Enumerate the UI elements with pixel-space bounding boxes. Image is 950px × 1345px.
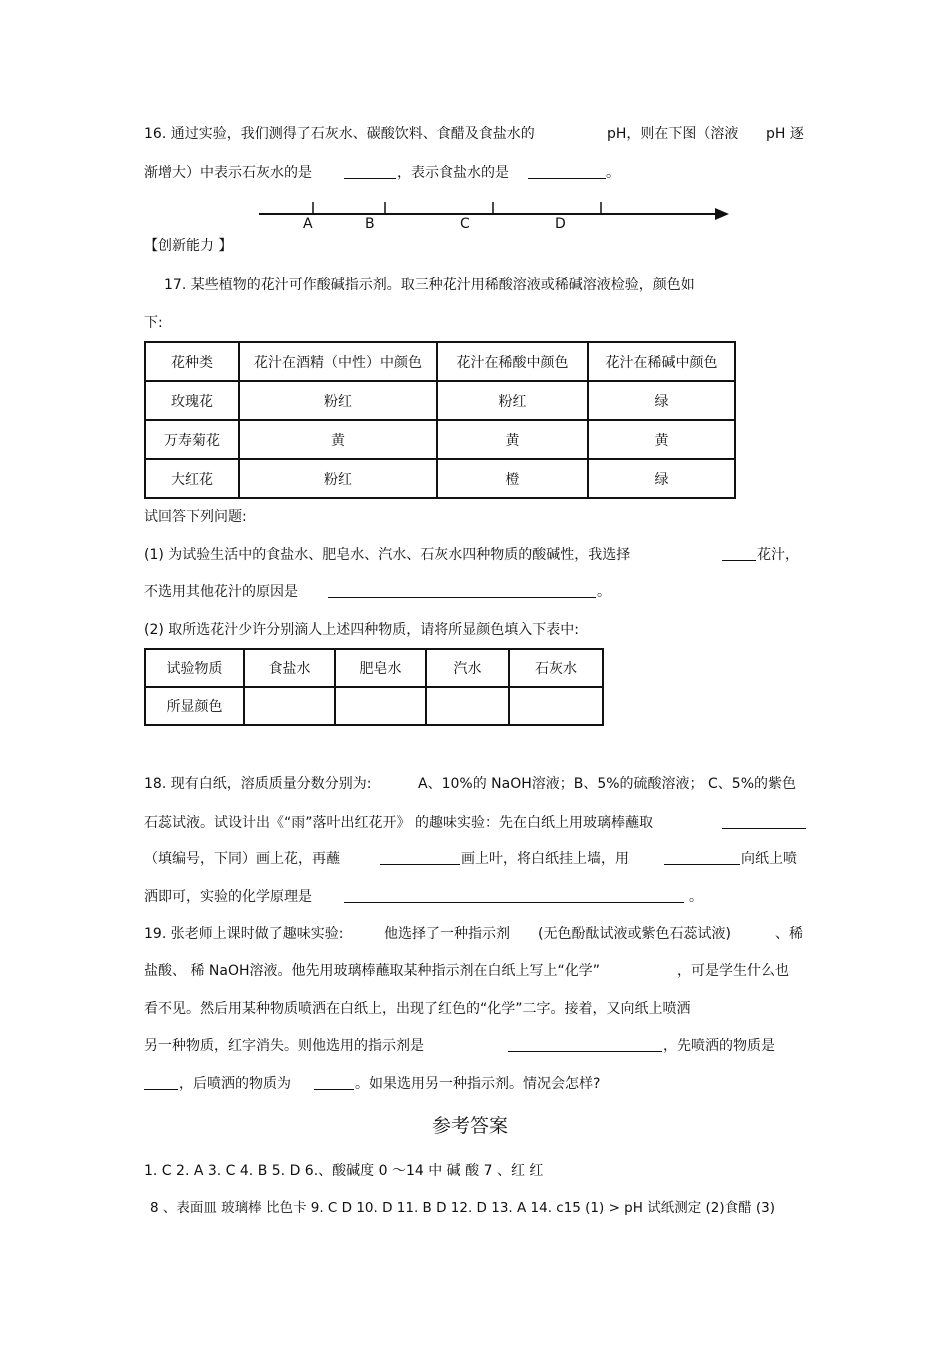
table-header: 花汁在稀酸中颜色: [437, 342, 588, 381]
q16-line2-a: 渐增大）中表示石灰水的是: [144, 165, 312, 181]
table-cell: 绿: [588, 381, 735, 420]
table-header: 试验物质: [145, 649, 244, 687]
table-header: 石灰水: [509, 649, 603, 687]
q19-line5-b: 。如果选用另一种指示剂。情况会怎样?: [355, 1076, 601, 1092]
q19-blank-first-spray[interactable]: [144, 1075, 178, 1090]
answer-cell-limewater[interactable]: [509, 687, 603, 725]
q17-blank-reason[interactable]: [328, 583, 596, 598]
q19-blank-indicator[interactable]: [508, 1037, 662, 1052]
axis-label-c: C: [460, 216, 470, 232]
table-cell: 大红花: [145, 459, 239, 498]
answer-cell-soapwater[interactable]: [335, 687, 426, 725]
section-label: 【创新能力 】: [144, 238, 233, 254]
axis-label-b: B: [365, 216, 375, 232]
answers-title: 参考答案: [432, 1115, 509, 1137]
q16-line1-a: 16. 通过实验，我们测得了石灰水、碳酸饮料、食醋及食盐水的: [144, 126, 535, 142]
table-header: 花种类: [145, 342, 239, 381]
q19-line2-b: ，可是学生什么也: [677, 963, 789, 979]
q17-intro-2: 下:: [144, 315, 163, 331]
q18-blank-flower[interactable]: [722, 814, 806, 829]
table-row: [145, 687, 603, 725]
table-row: [145, 420, 735, 459]
table-cell: 粉红: [239, 381, 437, 420]
q16-line1-c: pH 逐: [766, 126, 804, 142]
q18-line2: 石蕊试液。试设计出《“雨”落叶出红花开》 的趣味实验：先在白纸上用玻璃棒蘸取: [144, 815, 653, 831]
q18-blank-spray[interactable]: [664, 850, 740, 865]
table-cell: 粉红: [437, 381, 588, 420]
q18-blank-leaf[interactable]: [380, 850, 460, 865]
table-header: 汽水: [426, 649, 509, 687]
q17-prompt: 试回答下列问题:: [144, 509, 247, 525]
q17-intro-1: 17. 某些植物的花汁可作酸碱指示剂。取三种花汁用稀酸溶液或稀碱溶液检验，颜色如: [164, 277, 695, 293]
table-cell: 橙: [437, 459, 588, 498]
answer-cell-soda[interactable]: [426, 687, 509, 725]
q17-part1-d: 。: [597, 584, 611, 600]
table-cell: 玫瑰花: [145, 381, 239, 420]
table-cell: 黄: [239, 420, 437, 459]
q18-line1-a: 18. 现有白纸，溶质质量分数分别为:: [144, 776, 372, 792]
table-cell: 黄: [588, 420, 735, 459]
q16-line2-b: ，表示食盐水的是: [397, 165, 509, 181]
ph-axis-diagram: [255, 192, 735, 236]
q18-line3-c: 向纸上喷: [741, 851, 797, 867]
q17-part1-b: 花汁，: [757, 547, 799, 563]
table-header: 花汁在稀碱中颜色: [588, 342, 735, 381]
table-cell: 黄: [437, 420, 588, 459]
answers-line-2: 8 、表面皿 玻璃棒 比色卡 9. C D 10. D 11. B D 12. D 13. A 14. c15 (1) > pH 试纸测定 (2)食醋 (3): [150, 1200, 776, 1216]
axis-label-d: D: [555, 216, 566, 232]
q16-blank-saltwater[interactable]: [528, 164, 606, 179]
table-cell: 万寿菊花: [145, 420, 239, 459]
color-answer-table: [144, 648, 604, 726]
q19-line2-a: 盐酸、 稀 NaOH溶液。他先用玻璃棒蘸取某种指示剂在白纸上写上“化学”: [144, 963, 601, 979]
axis-label-a: A: [303, 216, 313, 232]
q18-line4-b: 。: [689, 889, 703, 905]
table-header: 花汁在酒精（中性）中颜色: [239, 342, 437, 381]
table-row: [145, 459, 735, 498]
table-row: [145, 381, 735, 420]
table-header: 食盐水: [244, 649, 335, 687]
answers-line-1: 1. C 2. A 3. C 4. B 5. D 6.、酸碱度 0 ～14 中 碱 酸 7 、红 红: [144, 1163, 544, 1179]
q19-line1-b: 他选择了一种指示剂: [384, 926, 510, 942]
table-cell: 所显颜色: [145, 687, 244, 725]
q17-part1-c: 不选用其他花汁的原因是: [144, 584, 298, 600]
q17-part1-a: (1) 为试验生活中的食盐水、肥皂水、汽水、石灰水四种物质的酸碱性，我选择: [144, 547, 631, 563]
q19-line3: 看不见。然后用某种物质喷洒在白纸上，出现了红色的“化学”二字。接着，又向纸上喷洒: [144, 1001, 691, 1017]
q18-blank-principle[interactable]: [344, 888, 684, 903]
table-header: 肥皂水: [335, 649, 426, 687]
answer-cell-saltwater[interactable]: [244, 687, 335, 725]
q19-line5-a: ，后喷洒的物质为: [179, 1076, 291, 1092]
flower-indicator-table: [144, 341, 736, 499]
q19-line1-a: 19. 张老师上课时做了趣味实验:: [144, 926, 344, 942]
q16-line2-c: 。: [606, 165, 620, 181]
q19-line1-c: (无色酚酞试液或紫色石蕊试液): [538, 926, 731, 942]
table-cell: 绿: [588, 459, 735, 498]
q18-line1-b: A、10%的 NaOH溶液；B、5%的硫酸溶液； C、5%的紫色: [418, 776, 796, 792]
table-cell: 粉红: [239, 459, 437, 498]
q19-line4-a: 另一种物质，红字消失。则他选用的指示剂是: [144, 1038, 424, 1054]
q17-blank-flower[interactable]: [722, 546, 756, 561]
q17-part2: (2) 取所选花汁少许分别滴人上述四种物质，请将所显颜色填入下表中:: [144, 622, 579, 638]
q19-line4-b: ，先喷洒的物质是: [663, 1038, 775, 1054]
q19-line1-d: 、稀: [775, 926, 803, 942]
q18-line3-b: 画上叶，将白纸挂上墙，用: [461, 851, 629, 867]
q16-line1-b: pH，则在下图（溶液: [607, 126, 739, 142]
q18-line4-a: 洒即可，实验的化学原理是: [144, 889, 312, 905]
q19-blank-second-spray[interactable]: [314, 1075, 354, 1090]
q18-line3-a: （填编号，下同）画上花，再蘸: [144, 851, 340, 867]
q16-blank-limewater[interactable]: [344, 164, 396, 179]
